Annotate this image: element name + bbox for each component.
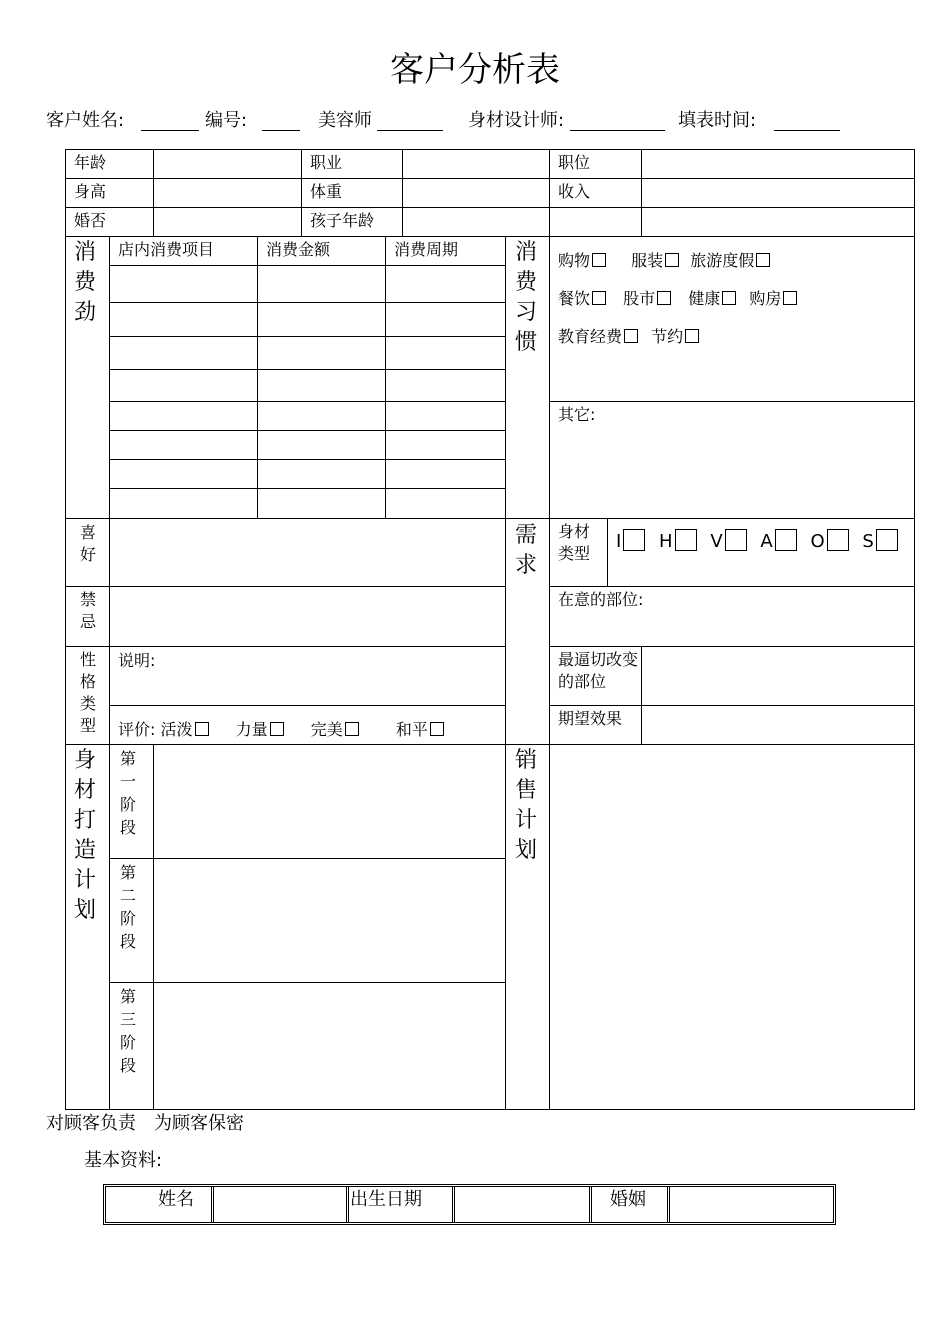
birth-date-header: 出生日期 (350, 1189, 422, 1210)
focus-area-label: 在意的部位: (558, 590, 644, 609)
designer-field[interactable] (570, 112, 665, 131)
habit-saving: 节约 (651, 327, 684, 346)
habit-stocks: 股市 (623, 289, 656, 308)
col-period-header: 消费周期 (394, 240, 459, 259)
height-label: 身高 (74, 182, 107, 201)
habits-line-1 (558, 250, 770, 272)
body-type-o: O (810, 531, 825, 552)
eval-power: 力量 (235, 720, 268, 739)
habit-clothing-checkbox[interactable] (665, 253, 679, 267)
stage-2-label: 第二阶段 (119, 863, 136, 951)
page-title: 客户分析表 (390, 50, 560, 90)
number-label: 编号: (205, 110, 248, 131)
habit-health-checkbox[interactable] (722, 291, 736, 305)
eval-label: 评价: (118, 720, 156, 739)
customer-name-field[interactable] (141, 112, 199, 131)
eval-lively: 活泼 (160, 720, 193, 739)
urgent-area-label: 最逼切改变的部位 (558, 650, 639, 691)
body-type-s: S (862, 531, 874, 552)
body-plan-label: 身材打造计划 (73, 748, 96, 923)
body-type-a-checkbox[interactable] (775, 529, 797, 551)
position-label: 职位 (558, 153, 591, 172)
body-type-o-checkbox[interactable] (827, 529, 849, 551)
occupation-label: 职业 (310, 153, 343, 172)
habit-house-checkbox[interactable] (783, 291, 797, 305)
col-amount-header: 消费金额 (266, 240, 331, 259)
habits-section-label: 消费习惯 (514, 240, 537, 355)
habit-travel-checkbox[interactable] (756, 253, 770, 267)
marital-label: 婚否 (74, 211, 107, 230)
body-type-v: V (710, 531, 723, 552)
body-type-i: I (616, 531, 622, 552)
income-label: 收入 (558, 182, 591, 201)
expected-effect-label: 期望效果 (558, 709, 623, 728)
number-field[interactable] (262, 112, 300, 131)
taboo-label: 禁忌 (79, 590, 96, 631)
personality-note-label: 说明: (118, 651, 156, 670)
habit-shopping-checkbox[interactable] (592, 253, 606, 267)
consumption-section-label: 消费劲 (73, 240, 96, 325)
body-type-i-checkbox[interactable] (623, 529, 645, 551)
habit-shopping: 购物 (558, 251, 591, 270)
customer-name-label: 客户姓名: (46, 110, 125, 131)
basic-info-label: 基本资料: (84, 1150, 163, 1171)
habits-other-label: 其它: (558, 405, 596, 424)
beautician-field[interactable] (377, 112, 443, 131)
body-type-options (616, 526, 908, 558)
habit-house: 购房 (749, 289, 782, 308)
age-label: 年龄 (74, 153, 107, 172)
personality-eval (118, 719, 444, 741)
eval-perfect-checkbox[interactable] (345, 722, 359, 736)
habits-line-3 (558, 326, 699, 348)
col-item-header: 店内消费项目 (118, 240, 215, 259)
habits-line-2 (558, 288, 797, 310)
habit-travel: 旅游度假 (690, 251, 755, 270)
date-field[interactable] (774, 112, 840, 131)
eval-power-checkbox[interactable] (270, 722, 284, 736)
marriage-header: 婚姻 (610, 1189, 646, 1210)
eval-peace: 和平 (395, 720, 428, 739)
beautician-label: 美容师 (318, 110, 372, 131)
body-type-s-checkbox[interactable] (876, 529, 898, 551)
habit-health: 健康 (688, 289, 721, 308)
body-type-v-checkbox[interactable] (725, 529, 747, 551)
body-type-a: A (760, 531, 773, 552)
eval-lively-checkbox[interactable] (195, 722, 209, 736)
habit-dining: 餐饮 (558, 289, 591, 308)
habit-clothing: 服装 (631, 251, 664, 270)
child-age-label: 孩子年龄 (310, 211, 375, 230)
weight-label: 体重 (310, 182, 343, 201)
hobby-label: 喜好 (79, 523, 96, 564)
footer-motto: 对顾客负责 为顾客保密 (46, 1113, 244, 1134)
body-type-h: H (659, 531, 673, 552)
eval-perfect: 完美 (310, 720, 343, 739)
habit-stocks-checkbox[interactable] (657, 291, 671, 305)
body-type-label: 身材类型 (558, 522, 591, 563)
stage-1-label: 第一阶段 (119, 749, 136, 837)
needs-label: 需求 (514, 523, 537, 578)
designer-label: 身材设计师: (468, 110, 565, 131)
habit-saving-checkbox[interactable] (685, 329, 699, 343)
personality-label: 性格类型 (79, 650, 96, 735)
habit-education: 教育经费 (558, 327, 623, 346)
stage-3-label: 第三阶段 (119, 987, 136, 1075)
name-header: 姓名 (158, 1189, 194, 1210)
habit-education-checkbox[interactable] (624, 329, 638, 343)
body-type-h-checkbox[interactable] (675, 529, 697, 551)
eval-peace-checkbox[interactable] (430, 722, 444, 736)
habit-dining-checkbox[interactable] (592, 291, 606, 305)
date-label: 填表时间: (678, 110, 757, 131)
sales-plan-label: 销售计划 (514, 748, 537, 863)
